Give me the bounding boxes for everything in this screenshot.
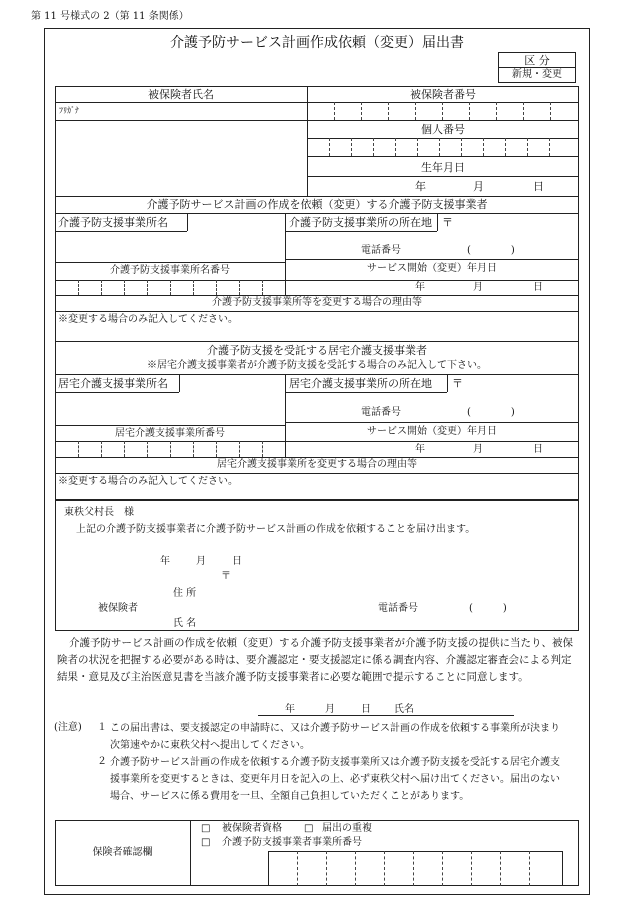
consent-name-label: 氏名 (394, 704, 414, 715)
decl-postal-mark: 〒 (221, 571, 231, 582)
category-value[interactable]: 新規・変更 (512, 69, 562, 80)
note2-text: 介護予防サービス計画の作成を依頼する介護予防支援事業所又は介護予防支援を受託する居宅介護支援事業所を変更するときは、変更年月日を記入の上、必ず東秩父村へ届け出てください。届出のない場合、サービスに係る費用を一旦、全額自己負担していただくことがあります。 (110, 757, 560, 802)
section2-header: 介護予防支援を受託する居宅介護支援事業者 (207, 344, 427, 357)
s1-reason-note: ※変更する場合のみ記入してください。 (58, 314, 238, 325)
s2-start-month-unit: 月 (473, 444, 483, 455)
consent-text: 介護予防サービス計画の作成を依頼（変更）する介護予防支援事業者が介護予防支援の提供に当たり、被保険者の状況を把握する必要がある時は、要介護認定・要支援認定に係る調査内容、介護認定審査会による判定結果・意見及び主治医意見書を当該介護予防支援事業者に必要な範囲で提示することに同意します。 (57, 637, 573, 683)
s1-start-month-unit: 月 (473, 282, 483, 293)
s1-phone-parens[interactable]: ( ) (467, 245, 515, 256)
decl-day-unit: 日 (232, 556, 242, 567)
s2-postal-mark: 〒 (452, 377, 463, 390)
item-office-number: 介護予防支援事業者事業所番号 (222, 837, 362, 848)
decl-insured-label: 被保険者 (98, 603, 138, 614)
s1-office-address-label: 介護予防支援事業所の所在地 (289, 216, 432, 229)
s2-reason-header: 居宅介護支援事業所を変更する場合の理由等 (217, 459, 417, 470)
consent-month-unit: 月 (325, 704, 335, 715)
note2-number: ２ (97, 756, 107, 767)
s1-service-start-label: サービス開始（変更）年月日 (367, 263, 497, 274)
checkbox-insured-qualification[interactable]: □ (201, 823, 211, 834)
s2-office-name-label: 居宅介護支援事業所名 (58, 377, 168, 390)
birth-month-unit: 月 (473, 180, 484, 193)
s2-phone-label: 電話番号 (361, 407, 401, 418)
item-insured-qualification: 被保険者資格 (222, 823, 282, 834)
checkbox-office-number[interactable]: □ (201, 837, 211, 848)
birth-date-label: 生年月日 (421, 161, 465, 174)
declaration-statement: 上記の介護予防支援事業者に介護予防サービス計画の作成を依頼することを届け出ます。 (76, 524, 476, 535)
decl-year-unit: 年 (160, 556, 170, 567)
decl-phone-parens[interactable]: ( ) (469, 603, 507, 614)
insured-name-label: 被保険者氏名 (148, 88, 214, 101)
s1-start-year-unit: 年 (415, 282, 425, 293)
s2-office-address-label: 居宅介護支援事業所の所在地 (289, 377, 432, 390)
item-duplicate-notification: 届出の重複 (322, 823, 372, 834)
form-number: 第 11 号様式の 2（第 11 条関係） (31, 11, 189, 22)
s1-start-day-unit: 日 (533, 282, 543, 293)
category-label: 区 分 (524, 54, 550, 67)
note1-text: この届出書は、要支援認定の申請時に、又は介護予防サービス計画の作成を依頼する事業所が決まり次第速やかに東秩父村へ提出してください。 (110, 723, 560, 751)
s1-office-name-label: 介護予防支援事業所名 (58, 216, 168, 229)
decl-phone-label: 電話番号 (378, 603, 418, 614)
personal-number-label: 個人番号 (421, 123, 465, 136)
form-title: 介護予防サービス計画作成依頼（変更）届出書 (170, 35, 464, 51)
s2-start-day-unit: 日 (533, 444, 543, 455)
s1-reason-header: 介護予防支援事業所等を変更する場合の理由等 (212, 297, 422, 308)
s2-service-start-label: サービス開始（変更）年月日 (367, 426, 497, 437)
insured-number-label: 被保険者番号 (410, 88, 476, 101)
s1-phone-label: 電話番号 (361, 245, 401, 256)
birth-day-unit: 日 (533, 180, 544, 193)
decl-month-unit: 月 (196, 556, 206, 567)
consent-year-unit: 年 (285, 704, 295, 715)
s2-reason-note: ※変更する場合のみ記入してください。 (58, 476, 238, 487)
decl-name-label: 氏 名 (173, 618, 197, 629)
checkbox-duplicate-notification[interactable]: □ (304, 823, 314, 834)
section1-header: 介護予防サービス計画の作成を依頼（変更）する介護予防支援事業者 (146, 198, 488, 211)
s2-start-year-unit: 年 (415, 444, 425, 455)
birth-year-unit: 年 (415, 180, 426, 193)
consent-signature-line[interactable] (258, 715, 514, 716)
s2-phone-parens[interactable]: ( ) (467, 407, 515, 418)
office-number-grid[interactable] (268, 851, 563, 886)
decl-address-label: 住 所 (173, 588, 197, 599)
section2-sub-note: ※居宅介護支援事業者が介護予防支援を受託する場合のみ記入して下さい。 (147, 360, 487, 371)
insurer-check-label: 保険者確認欄 (92, 847, 153, 858)
note1-number: １ (97, 722, 107, 733)
addressee: 東秩父村長 様 (64, 507, 134, 518)
consent-day-unit: 日 (361, 704, 371, 715)
s2-office-number-label: 居宅介護支援事業所番号 (115, 428, 225, 439)
notes-label: (注意) (54, 722, 82, 733)
s1-postal-mark: 〒 (442, 216, 453, 229)
s1-office-number-label: 介護予防支援事業所名番号 (110, 265, 230, 276)
furigana-label: ﾌﾘｶﾞﾅ (59, 106, 79, 115)
